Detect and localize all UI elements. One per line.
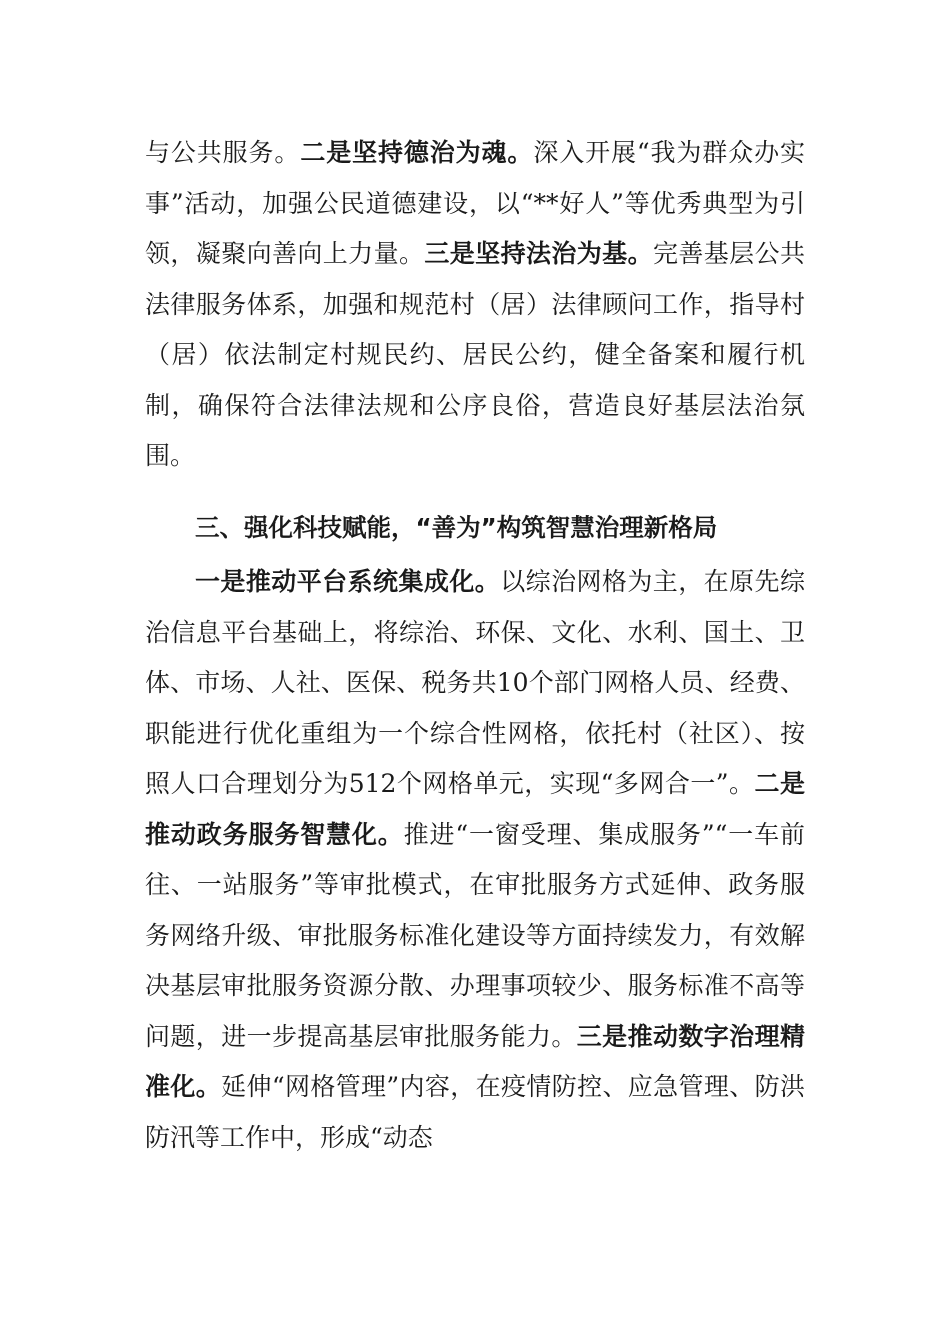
bold-lead-virtue: 二是坚持德治为魂。 bbox=[300, 138, 534, 167]
paragraph-smart-governance bbox=[145, 557, 805, 1163]
text-run: 延伸“网格管理”内容，在疫情防控、应急管理、防洪防汛等工作中，形成“动态 bbox=[145, 1072, 805, 1152]
document-body bbox=[145, 128, 805, 1163]
bold-lead-platform: 一是推动平台系统集成化。 bbox=[195, 567, 501, 596]
text-run: 以综治网格为主，在原先综治信息平台基础上，将综治、环保、文化、水利、国土、卫体、市场、人社、医保、税务共10个部门网格人员、经费、职能进行优化重组为一个综合性网格，依托村（社区）、按照人口合理划分为512个网格单元，实现“多网合一”。 bbox=[145, 567, 805, 798]
bold-lead-government-services: 二是推动政务服务智慧化。 bbox=[145, 769, 805, 849]
section-heading-3: 三、强化科技赋能，“善为”构筑智慧治理新格局 bbox=[195, 512, 718, 542]
text-run: 完善基层公共法律服务体系，加强和规范村（居）法律顾问工作，指导村（居）依法制定村规民约、居民公约，健全备案和履行机制，确保符合法律法规和公序良俗，营造良好基层法治氛围。 bbox=[145, 239, 805, 470]
text-run: 与公共服务。 bbox=[145, 138, 301, 167]
text-run: 深入开展“我为群众办实事”活动，加强公民道德建设，以“**好人”等优秀典型为引领，凝聚向善向上力量。 bbox=[145, 138, 805, 268]
paragraph-rule-of-virtue-and-law bbox=[145, 128, 805, 482]
bold-lead-digital-governance: 三是推动数字治理精准化。 bbox=[145, 1021, 805, 1101]
bold-lead-law: 三是坚持法治为基。 bbox=[424, 239, 653, 268]
text-run: 推进“一窗受理、集成服务”“一车前往、一站服务”等审批模式，在审批服务方式延伸、政务服务网络升级、审批服务标准化建设等方面持续发力，有效解决基层审批服务资源分散、办理事项较少、服务标准不高等问题，进一步提高基层审批服务能力。 bbox=[145, 819, 805, 1051]
